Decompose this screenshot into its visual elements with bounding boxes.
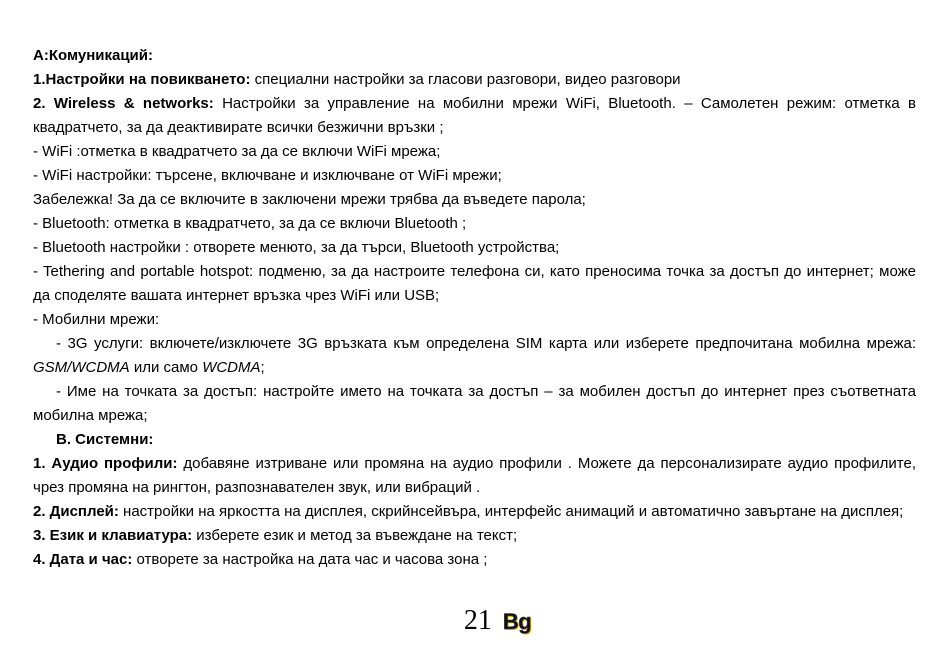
document-page (33, 44, 916, 572)
wireless-networks-item (33, 92, 916, 140)
call-settings-text: специални настройки за гласови разговори, видео разговори (250, 71, 681, 88)
audio-profiles-item (33, 452, 916, 500)
bluetooth-line: - Bluetooth: отметка в квадратчето, за да се включи Bluetooth ; (33, 215, 467, 232)
call-settings-label: 1.Настройки на повикването: (33, 71, 251, 88)
page-number: 21 (463, 605, 492, 636)
section-heading-communications: A:Комуникаций: (33, 47, 153, 64)
bluetooth-settings-line: - Bluetooth настройки : отворете менюто, за да търси, Bluetooth устройства; (33, 239, 560, 256)
wifi-line: - WiFi :отметка в квадратчето за да се включи WiFi мрежа; (33, 143, 441, 160)
note-line: Забележка! За да се включите в заключени мрежи трябва да въведете парола; (33, 191, 586, 208)
audio-profiles-text: добавяне изтриване или промяна на аудио профили . Можете да персонализирате аудио профилите, чрез промяна на рингтон, разпознавателен звук, или вибраций . (33, 455, 916, 496)
language-keyboard-item (33, 524, 916, 548)
mobile-networks-line: - Мобилни мрежи: (33, 311, 160, 328)
audio-profiles-label: 1. Аудио профили: (33, 455, 178, 472)
wifi-settings-line: - WiFi настройки: търсене, включване и изключване от WiFi мрежи; (33, 167, 502, 184)
section-heading-system: B. Системни: (56, 431, 154, 448)
date-time-item (33, 548, 916, 572)
date-time-label: 4. Дата и час: (33, 551, 133, 568)
language-keyboard-label: 3. Език и клавиатура: (33, 527, 193, 544)
wireless-networks-label: 2. Wireless & networks: (33, 95, 214, 112)
date-time-text: отворете за настройка на дата час и часова зона ; (132, 551, 488, 568)
language-mark: Bg (502, 609, 532, 634)
3g-services-paragraph: - 3G услуги: включете/изключете 3G връзката към определена SIM карта или изберете предпочитана мобилна мрежа: GSM/WCDMA или само WCDMA; (33, 335, 916, 376)
display-text: настройки на яркостта на дисплея, скрийнсейвъра, интерфейс анимаций и автоматично завъртане на дисплея; (118, 503, 904, 520)
page-footer (0, 603, 950, 640)
call-settings-item (33, 68, 916, 92)
apn-paragraph: - Име на точката за достъп: настройте името на точката за достъп – за мобилен достъп до интернет през съответната мобилна мрежа; (33, 383, 916, 424)
wireless-networks-text: Настройки за управление на мобилни мрежи WiFi, Bluetooth. – Самолетен режим: отметка в квадратчето, за да деактивирате всички безжични връзки ; (33, 95, 916, 136)
language-keyboard-text: изберете език и метод за въвеждане на текст; (192, 527, 518, 544)
tethering-line: - Tethering and portable hotspot: подменю, за да настроите телефона си, като преносима точка за достъп до интернет; може да споделяте вашата интернет връзка чрез WiFi или USB; (33, 263, 916, 304)
display-item (33, 500, 916, 524)
display-label: 2. Дисплей: (33, 503, 119, 520)
